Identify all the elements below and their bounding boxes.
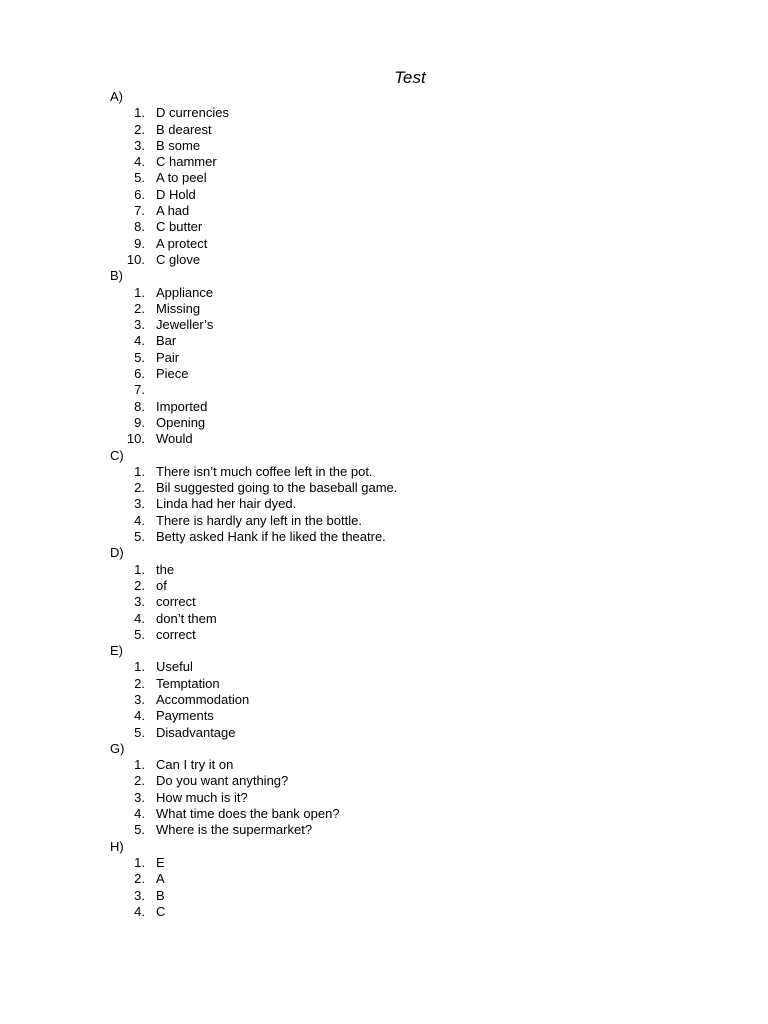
list-item xyxy=(110,464,710,480)
item-answer: There is hardly any left in the bottle. xyxy=(156,512,362,528)
section-label: H) xyxy=(110,838,124,854)
list-item xyxy=(110,855,710,871)
item-number: 6. xyxy=(134,186,145,202)
item-answer: D currencies xyxy=(156,105,229,121)
item-answer: Bil suggested going to the baseball game. xyxy=(156,480,398,496)
item-number: 3. xyxy=(134,137,145,153)
item-answer: Useful xyxy=(156,659,193,675)
item-number: 5. xyxy=(134,349,145,365)
item-number: 7. xyxy=(134,382,145,398)
item-number: 4. xyxy=(134,154,145,170)
list-item xyxy=(110,757,710,773)
item-number: 4. xyxy=(134,806,145,822)
list-item xyxy=(110,382,710,398)
list-item xyxy=(110,627,710,643)
item-answer: Where is the supermarket? xyxy=(156,822,313,838)
item-number: 2. xyxy=(134,871,145,887)
list-item xyxy=(110,170,710,186)
item-answer: C hammer xyxy=(156,154,217,170)
item-number: 6. xyxy=(134,366,145,382)
item-answer: Do you want anything? xyxy=(156,773,289,789)
list-item xyxy=(110,203,710,219)
list-item xyxy=(110,350,710,366)
item-number: 3. xyxy=(134,317,145,333)
item-answer: A had xyxy=(156,203,190,219)
item-answer: There isn’t much coffee left in the pot. xyxy=(156,463,373,479)
item-answer: don’t them xyxy=(156,610,217,626)
answer-section xyxy=(110,643,710,741)
item-number: 5. xyxy=(134,822,145,838)
list-item xyxy=(110,611,710,627)
item-answer: Jeweller’s xyxy=(156,317,214,333)
item-answer: correct xyxy=(156,594,196,610)
item-answer: correct xyxy=(156,626,196,642)
list-item xyxy=(110,301,710,317)
item-number: 8. xyxy=(134,219,145,235)
section-label: C) xyxy=(110,447,124,463)
list-item xyxy=(110,790,710,806)
item-number: 3. xyxy=(134,691,145,707)
list-item xyxy=(110,317,710,333)
list-item xyxy=(110,154,710,170)
list-item xyxy=(110,496,710,512)
list-item xyxy=(110,415,710,431)
item-number: 5. xyxy=(134,529,145,545)
answer-section xyxy=(110,448,710,546)
item-answer: Disadvantage xyxy=(156,724,236,740)
list-item xyxy=(110,480,710,496)
item-answer: Piece xyxy=(156,366,189,382)
item-answer: Bar xyxy=(156,333,177,349)
item-answer: B some xyxy=(156,137,201,153)
item-number: 9. xyxy=(134,414,145,430)
item-number: 4. xyxy=(134,333,145,349)
list-item xyxy=(110,285,710,301)
list-item xyxy=(110,692,710,708)
item-answer: the xyxy=(156,561,175,577)
item-number: 10. xyxy=(126,431,145,447)
item-answer: Temptation xyxy=(156,675,220,691)
item-answer: C xyxy=(156,903,166,919)
list-item xyxy=(110,806,710,822)
answer-sections xyxy=(110,89,710,920)
item-answer: Can I try it on xyxy=(156,757,234,773)
list-item xyxy=(110,122,710,138)
section-label: G) xyxy=(110,740,125,756)
item-number: 1. xyxy=(134,561,145,577)
item-number: 7. xyxy=(134,203,145,219)
item-number: 1. xyxy=(134,854,145,870)
item-answer: A to peel xyxy=(156,170,207,186)
list-item xyxy=(110,333,710,349)
item-answer: B xyxy=(156,887,165,903)
list-item xyxy=(110,431,710,447)
item-number: 5. xyxy=(134,626,145,642)
list-item xyxy=(110,725,710,741)
item-answer: Missing xyxy=(156,300,201,316)
page-title: Test xyxy=(394,68,426,87)
item-number: 3. xyxy=(134,887,145,903)
item-answer: of xyxy=(156,577,167,593)
list-item xyxy=(110,187,710,203)
item-answer: C butter xyxy=(156,219,203,235)
list-item xyxy=(110,904,710,920)
item-number: 1. xyxy=(134,284,145,300)
item-number: 4. xyxy=(134,610,145,626)
item-number: 5. xyxy=(134,724,145,740)
item-answer: Accommodation xyxy=(156,691,250,707)
list-item xyxy=(110,138,710,154)
item-number: 2. xyxy=(134,773,145,789)
list-item xyxy=(110,366,710,382)
list-item xyxy=(110,562,710,578)
answer-section xyxy=(110,89,710,268)
list-item xyxy=(110,219,710,235)
item-answer: A xyxy=(156,871,165,887)
item-answer: Opening xyxy=(156,414,206,430)
list-item xyxy=(110,659,710,675)
item-number: 10. xyxy=(126,251,145,267)
answer-section xyxy=(110,839,710,920)
answer-section xyxy=(110,741,710,839)
item-number: 2. xyxy=(134,480,145,496)
item-answer: Payments xyxy=(156,708,214,724)
item-number: 8. xyxy=(134,398,145,414)
section-label: B) xyxy=(110,268,123,284)
item-number: 4. xyxy=(134,708,145,724)
item-answer: Pair xyxy=(156,349,180,365)
item-number: 1. xyxy=(134,105,145,121)
list-item xyxy=(110,594,710,610)
item-number: 1. xyxy=(134,757,145,773)
item-number: 4. xyxy=(134,903,145,919)
item-answer: How much is it? xyxy=(156,789,248,805)
item-answer: Linda had her hair dyed. xyxy=(156,496,297,512)
item-answer: Would xyxy=(156,431,193,447)
item-number: 3. xyxy=(134,594,145,610)
list-item xyxy=(110,529,710,545)
answer-section xyxy=(110,545,710,643)
item-number: 1. xyxy=(134,659,145,675)
list-item xyxy=(110,822,710,838)
item-number: 2. xyxy=(134,577,145,593)
item-number: 2. xyxy=(134,675,145,691)
item-answer: C glove xyxy=(156,251,201,267)
list-item xyxy=(110,399,710,415)
list-item xyxy=(110,888,710,904)
item-number: 9. xyxy=(134,235,145,251)
item-number: 5. xyxy=(134,170,145,186)
item-number: 3. xyxy=(134,789,145,805)
item-number: 2. xyxy=(134,121,145,137)
list-item xyxy=(110,578,710,594)
item-number: 1. xyxy=(134,463,145,479)
list-item xyxy=(110,236,710,252)
item-answer: What time does the bank open? xyxy=(156,806,340,822)
list-item xyxy=(110,513,710,529)
item-answer: A protect xyxy=(156,235,208,251)
item-answer: Imported xyxy=(156,398,208,414)
section-label: E) xyxy=(110,643,123,659)
list-item xyxy=(110,871,710,887)
item-answer: Betty asked Hank if he liked the theatre. xyxy=(156,529,386,545)
section-label: A) xyxy=(110,89,123,104)
list-item xyxy=(110,676,710,692)
item-number: 3. xyxy=(134,496,145,512)
item-number: 4. xyxy=(134,512,145,528)
item-answer: B dearest xyxy=(156,121,212,137)
section-label: D) xyxy=(110,545,124,561)
item-answer: D Hold xyxy=(156,186,196,202)
list-item xyxy=(110,252,710,268)
list-item xyxy=(110,773,710,789)
item-number: 2. xyxy=(134,300,145,316)
list-item xyxy=(110,105,710,121)
answer-section xyxy=(110,268,710,447)
list-item xyxy=(110,708,710,724)
item-answer: E xyxy=(156,854,165,870)
item-answer: Appliance xyxy=(156,284,214,300)
